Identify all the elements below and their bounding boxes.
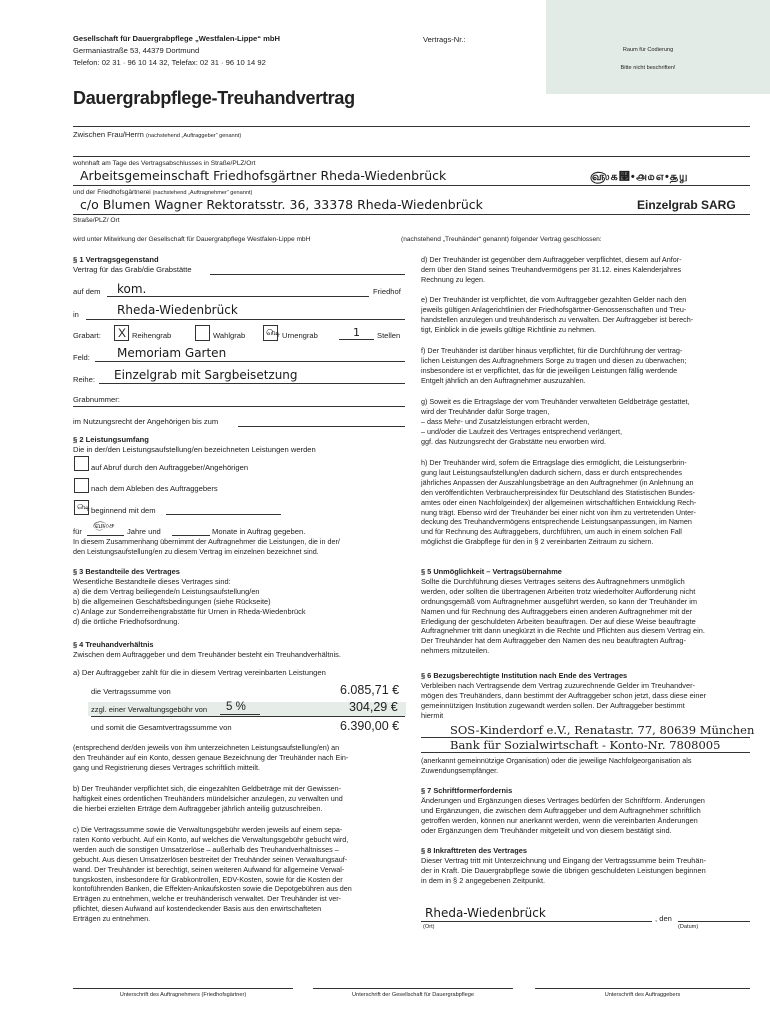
urnengrab-label: Urnengrab	[282, 331, 318, 340]
divider	[73, 214, 750, 215]
ort-label: (Ort)	[423, 924, 435, 930]
section-4-a-continued: (entsprechend der/den jeweils von ihm unterzeichneten Leistungsaufstellung/en) an den Treuhänder auf ein Konto, dessen genaue Bezeichnung der Treuhänder nach Ein- gang und Registrierung dieses Vertrages schriftlich mitteilt.	[73, 743, 349, 772]
residence-label: wohnhaft am Tage des Vertragsabschlusses in Straße/PLZ/Ort	[73, 160, 256, 167]
start-date-checkbox[interactable]	[74, 500, 89, 515]
fee-pct-line	[220, 714, 260, 715]
section-7: § 7 Schriftformerfordernis Änderungen und Ergänzungen dieses Vertrages bedürfen der Schriftform. Änderungen und Ergänzungen, die zwischen dem Auftraggeber und dem Auftragnehmer schriftlich getroffen werden, können nur anerkannt werden, wenn die vereinbarten Änderungen oder Ergänzungen dem Treuhänder mitgeteilt und von diesem bestätigt sind.	[421, 786, 705, 835]
divider	[73, 156, 750, 157]
section-2-title: § 2 Leistungsumfang	[73, 435, 149, 444]
nutzungsrecht-label: im Nutzungsrecht der Angehörigen bis zum	[73, 417, 219, 426]
residence-value: Arbeitsgemeinschaft Friedhofsgärtner Rheda-Wiedenbrück	[80, 168, 447, 183]
company-name: Gesellschaft für Dauergrabpflege „Westfalen-Lippe“ mbH	[73, 34, 281, 43]
on-demand-label: auf Abruf durch den Auftraggeber/Angehörigen	[91, 463, 249, 472]
grave-contract-label: Vertrag für das Grab/die Grabstätte	[73, 265, 192, 274]
beneficiary-name: SOS-Kinderdorf e.V., Renatastr. 77, 80639 München	[450, 723, 755, 737]
months-line	[172, 535, 210, 536]
city-value: Rheda-Wiedenbrück	[117, 303, 238, 317]
stellen-label: Stellen	[377, 331, 401, 340]
section-4-a: a) Der Auftraggeber zahlt für die in diesem Vertrag vereinbarten Leistungen	[73, 668, 326, 677]
between-label: Zwischen Frau/Herrn (nachstehend „Auftraggeber“ genannt)	[73, 130, 242, 139]
section-6: § 6 Bezugsberechtigte Institution nach Ende des Vertrages Verbleiben nach Vertragsende dem Vertrag zuzurechnende Gelder im Treuhandver- mögen des Treuhänders, dann bestimmt der Auftraggeber schon jetzt, dass diese einer gemeinnützigen Institution zugewandt werden sollen. Der Auftraggeber bestimmt hiermit	[421, 671, 707, 720]
reihe-line	[99, 383, 405, 384]
after-death-checkbox[interactable]	[74, 478, 89, 493]
cemetery-line	[107, 296, 369, 297]
reihengrab-label: Reihengrab	[132, 331, 172, 340]
section-3: § 3 Bestandteile des Vertrages Wesentliche Bestandteile dieses Vertrages sind: a) die dem Vertrag beiliegende/n Leistungsaufstellung/en b) die allgemeinen Geschäftsbedingungen (siehe Rückseite) c) Anlage zur Sonderreihengrabstätte für Urnen in Rheda-Wiedenbrück d) die örtliche Friedhofsordnung.	[73, 567, 306, 626]
section-5: § 5 Unmöglichkeit – Vertragsübernahme Sollte die Durchführung dieses Vertrages seitens des Auftragnehmers unmöglich werden, oder sollten die übertragenen Arbeiten trotz wiederholter Aufforderung nicht ordnungsgemäß vom Auftragnehmer ausgeführt werden, so kann der Treuhänder im Namen und für Rechnung des Auftraggebers einen anderen Auftragnehmer mit der Erledigung der geschuldeten Arbeiten beauftragen. Der auf diese Weise beauftragte Auftragnehmer tritt dann unegkürzt in die Rechte und Pflichten aus diesem Vertrag ein. Der Treuhänder hat dem Auftraggeber den Namen des neu beauftragten Auftrag- nehmers mitzuteilen.	[421, 567, 705, 656]
company-phone: Telefon: 02 31 · 96 10 14 32, Telefax: 02 31 · 96 10 14 92	[73, 58, 266, 67]
beneficiary-bank: Bank für Sozialwirtschaft - Konto-Nr. 7808005	[450, 738, 721, 752]
signature-line-client[interactable]	[535, 988, 750, 989]
monate-label: Monate in Auftrag gegeben.	[212, 527, 306, 536]
section-4-e: e) Der Treuhänder ist verpflichtet, die vom Auftraggeber gezahlten Gelder nach den jeweils gültigen Anlagerichtlinien der Friedhofsgärtner-Genossenschaften und Treu- handstellen anzulegen und treuhänderisch zu verwalten. Der Auftraggeber ist berech- tigt, Einblick in die jeweils gültige Richtlinie zu nehmen.	[421, 295, 694, 334]
nutzungsrecht-line	[238, 426, 405, 427]
den-label: , den	[655, 914, 672, 923]
section-4-c: c) Die Vertragssumme sowie die Verwaltungsgebühr werden jeweils auf einem sepa- raten Konto verbucht. Auf ein Konto, auf welches die Verwaltungsgebühr gebucht wird, werden auch die sonstigen Umsatzerlöse – außerhalb des Treuhandverhältnisses – gebucht. Aus diesen Umsatzerlösen bestreitet der Treuhänder seinen Verwaltungsauf- wand. Der Treuhänder ist berechtigt, seinen weiteren Aufwand für allgemeine Verwal- tungskosten, insbesondere für Grabkontrollen, EDV-Kosten, sowie für die Kosten der kontoführenden Banken, die Effekten-Ankaufskosten sowie die Depotgebühren aus den Erträgen zu entnehmen, welche er treuhänderisch verwaltet. Der Treuhänder ist ver- pflichtet, diesen Aufwand auf kostendeckender Basis aus den erwirtschafteten Erträgen zu entnehmen.	[73, 825, 352, 924]
section-4-b: b) Der Treuhänder verpflichtet sich, die eingezahlten Geldbeträge mit der Gewissen- haftigkeit eines ordentlichen Treuhänders mündelsicher anzulegen, zu verwalten und die hierbei erzielten Erträge dem Auftraggeber jährlich anteilig gutzuschreiben.	[73, 784, 343, 813]
cooperation-note: (nachstehend „Treuhänder“ genannt) folgender Vertrag geschlossen:	[401, 236, 602, 243]
signature-label-client: Unterschrift des Auftraggebers	[604, 992, 681, 998]
start-date-label: beginnend mit dem	[91, 506, 156, 515]
friedhof-label: Friedhof	[373, 287, 401, 296]
grave-line	[210, 274, 405, 275]
section-2-intro: Die in der/den Leistungsaufstellung/en bezeichneten Leistungen werden	[73, 445, 316, 454]
after-death-label: nach dem Ableben des Auftraggebers	[91, 484, 218, 493]
years-line	[87, 535, 124, 536]
section-4-f: f) Der Treuhänder ist darüber hinaus verpflichtet, für die Durchführung der vertrag- lichen Leistungen des Auftragnehmers Sorge zu tragen und diesen zu überwachen; insbesondere ist er verpflichtet, das für die jeweiligen Leistungen fällig werdende Entgelt jährlich an den Auftragnehmer auszuzahlen.	[421, 346, 687, 385]
datum-label: (Datum)	[678, 924, 699, 930]
signature-line-company[interactable]	[313, 988, 513, 989]
section-1-title: § 1 Vertragsgegenstand	[73, 255, 159, 264]
sum-value: 6.085,71 €	[340, 683, 400, 697]
beneficiary-line	[421, 752, 750, 753]
coding-box	[546, 0, 770, 94]
checkbox-mark: ௸	[77, 502, 90, 511]
section-2-text: In diesem Zusammenhang übernimmt der Auftragnehmer die Leistungen, die in der/ den Leistungsaufstellung/en zu diesem Vertrag im einzelnen bezeichnet sind.	[73, 537, 340, 556]
gardener-value: c/o Blumen Wagner Rektoratsstr. 36, 33378 Rheda-Wiedenbrück	[80, 197, 483, 212]
place-value: Rheda-Wiedenbrück	[425, 906, 546, 920]
section-8: § 8 Inkrafttreten des Vertrages Dieser Vertrag tritt mit Unterzeichnung und Eingang der Vertragssumme beim Treuhän- der in Kraft. Die Dauergrabpflege sowie die übrigen geschuldeten Leistungen beginnen in dem in § 2 angegebenen Zeitpunkt.	[421, 846, 707, 885]
sum-label: die Vertragssumme von	[91, 687, 171, 696]
stellen-line	[339, 339, 374, 340]
beneficiary-note: (anerkannt gemeinnützige Organisation) oder die jeweilige Nachfolgeorganisation als Zuwendungsempfänger.	[421, 756, 692, 775]
city-line	[86, 319, 405, 320]
reihengrab-checkbox[interactable]	[114, 325, 129, 341]
coding-warning: Bitte nicht beschriften!	[620, 65, 676, 71]
company-address: Germaniastraße 53, 44379 Dortmund	[73, 46, 200, 55]
urnengrab-checkbox[interactable]	[263, 325, 281, 341]
grabnummer-label: Grabnummer:	[73, 395, 120, 404]
checkbox-mark: X	[118, 326, 127, 340]
section-4-h: h) Der Treuhänder wird, sofern die Ertragslage dies ermöglicht, die Leistungserbrin- gung laut Leistungsaufstellung/en dadurch sichern, dass er durch entsprechendes jährliches Anpassen der Auszahlungsbeträge an den Auftragnehmer (in Anlehnung an den veröffentlichten Verbraucherpreisindex für Deutschland des Statistischen Bundes- amtes oder einen Nachfolgeindex) der allgemeinen wirtschaftlichen Entwicklung Rech- nung trägt. Ebenso wird der Treuhänder bei einer nicht von ihm zu vertretenden Unter- deckung des Treuhandvermögens entsprechende Leistungsanpassungen, im Namen und für Rechnung des Auftraggebers, durchführen, um auch in einem solchen Fall möglichst die Grabpflege für den in § 2 vereinbarten Zeitraum zu sichern.	[421, 458, 697, 547]
wahlgrab-checkbox[interactable]	[195, 325, 210, 341]
street-label: Straße/PLZ/ Ort	[73, 217, 120, 224]
grabart-label: Grabart:	[73, 331, 101, 340]
section-4-g: g) Soweit es die Ertragslage der vom Treuhänder verwalteten Geldbeträge gestattet, wird der Treuhänder dafür Sorge tragen, – dass Mehr- und Zusatzleistungen erbracht werden, – und/oder die Laufzeit des Vertrages entsprechend verlängert, ggf. das Nutzungsrecht der Grabstätte neu erworben wird.	[421, 397, 690, 446]
years-value: ௵௪	[93, 520, 115, 530]
fuer-label: für	[73, 527, 82, 536]
feld-line	[95, 361, 405, 362]
jahre-label: Jahre und	[127, 527, 161, 536]
wahlgrab-label: Wahlgrab	[213, 331, 246, 340]
in-label: in	[73, 310, 79, 319]
reihe-value: Einzelgrab mit Sargbeisetzung	[114, 368, 298, 382]
grave-type-label: Einzelgrab SARG	[637, 198, 736, 212]
cemetery-value: kom.	[117, 282, 147, 296]
fee-label: zzgl. einer Verwaltungsgebühr von	[91, 705, 208, 714]
section-4: § 4 Treuhandverhältnis Zwischen dem Auftraggeber und dem Treuhänder besteht ein Treuhandverhältnis.	[73, 640, 341, 659]
feld-label: Feld:	[73, 353, 90, 362]
place-line[interactable]	[421, 921, 652, 922]
signature-label-gardener: Unterschrift des Auftragnehmers (Friedhofsgärtner)	[119, 992, 247, 998]
coding-label: Raum für Codierung	[622, 47, 674, 53]
section-4-d: d) Der Treuhänder ist gegenüber dem Auftraggeber verpflichtet, diesem auf Anfor- dern über den Stand seines Treuhandvermögens per 31.12. eines Kalenderjahres Rechnung zu legen.	[421, 255, 682, 284]
signature-line-gardener[interactable]	[73, 988, 293, 989]
feld-value: Memoriam Garten	[117, 346, 227, 360]
start-date-line	[166, 514, 281, 515]
gardener-label: und der Friedhofsgärtnerei (nachstehend „Auftragnehmer“ genannt)	[73, 189, 253, 196]
divider	[73, 185, 750, 186]
auf-dem-label: auf dem	[73, 287, 101, 296]
date-line[interactable]	[678, 921, 750, 922]
checkbox-mark: ௸	[266, 327, 281, 337]
stellen-value: 1	[353, 326, 360, 339]
cooperation-text: wird unter Mitwirkung der Gesellschaft für Dauergrabpflege Westfalen-Lippe mbH	[73, 236, 311, 243]
page-title: Dauergrabpflege-Treuhandvertrag	[73, 88, 355, 108]
fee-underline	[91, 716, 405, 717]
on-demand-checkbox[interactable]	[74, 456, 89, 471]
contract-number-label: Vertrags-Nr.:	[423, 35, 466, 44]
grabnummer-line	[73, 406, 405, 407]
divider	[73, 126, 750, 127]
stamp-glyphs: ௵௧௣•௮௰௭•௲௶	[590, 171, 689, 183]
total-label: und somit die Gesamtvertragssumme von	[91, 723, 232, 732]
total-value: 6.390,00 €	[340, 719, 400, 733]
fee-pct-value: 5 %	[226, 701, 246, 713]
reihe-label: Reihe:	[73, 375, 95, 384]
fee-value: 304,29 €	[349, 700, 398, 714]
signature-label-company: Unterschrift der Gesellschaft für Dauergrabpflege	[352, 992, 474, 998]
